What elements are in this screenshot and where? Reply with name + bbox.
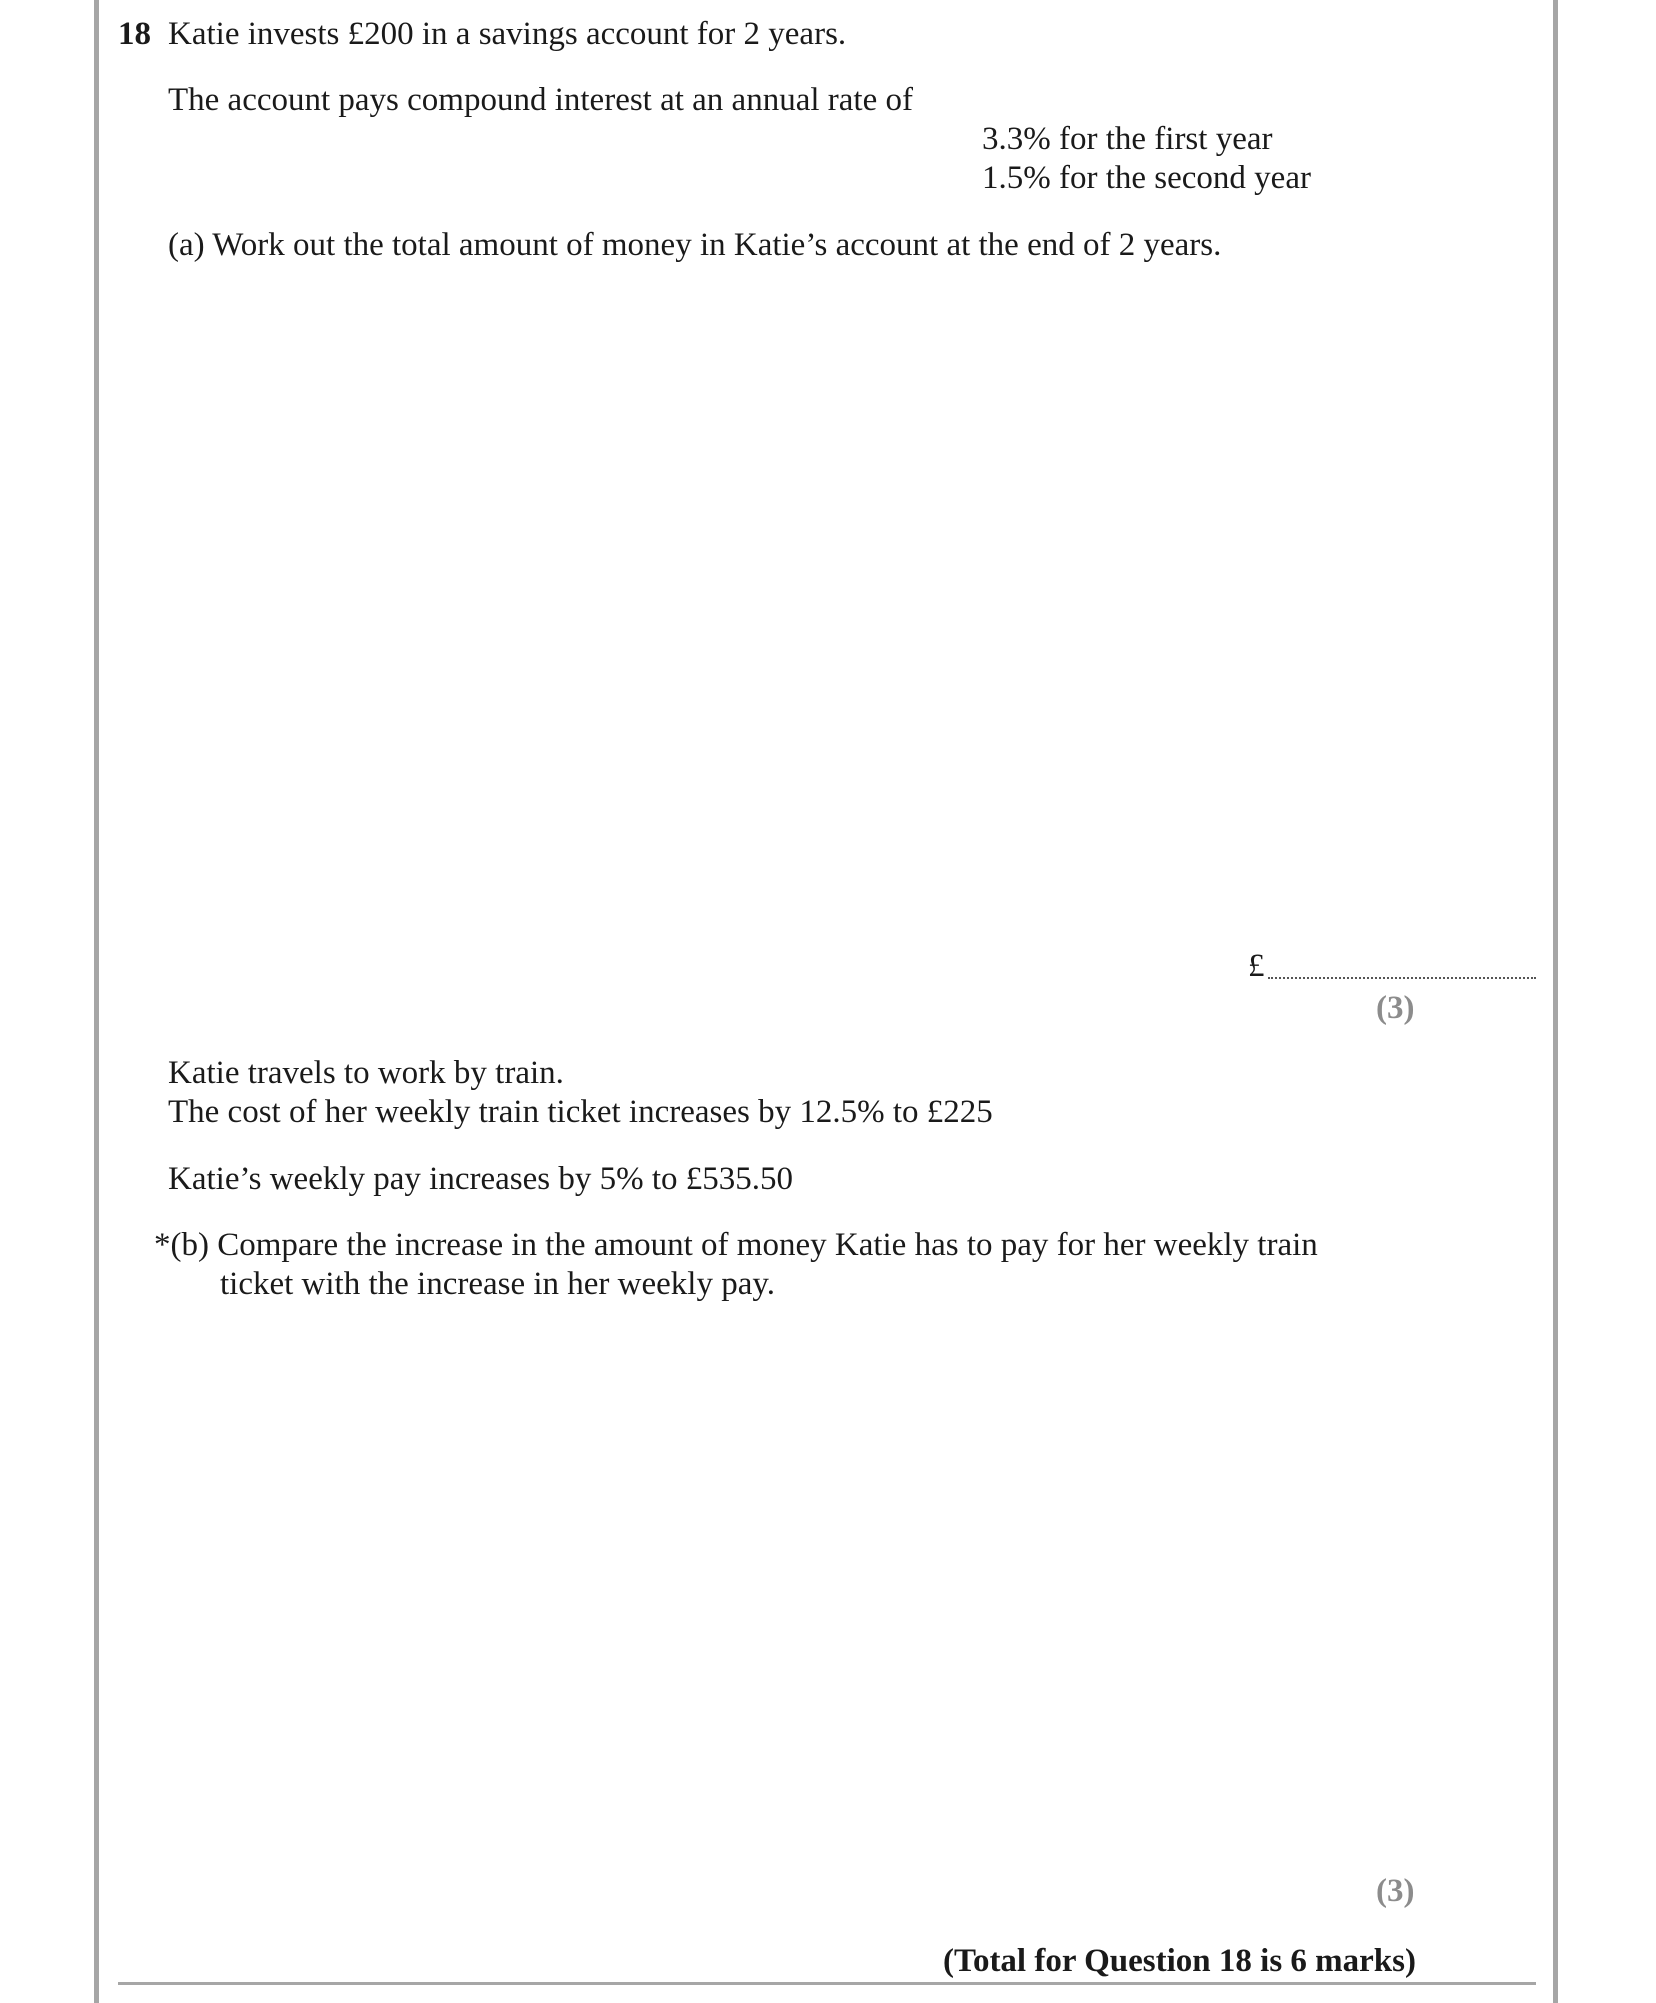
part-b-marks: (3) [1376,1873,1415,1909]
account-description: The account pays compound interest at an annual rate of [168,82,913,118]
question-intro: Katie invests £200 in a savings account for 2 years. [168,16,847,52]
rate-second-year: 1.5% for the second year [982,160,1311,196]
part-a-prompt: (a) Work out the total amount of money in Katie’s account at the end of 2 years. [168,227,1222,263]
part-a-answer-prefix: £ [1248,948,1265,984]
context-ticket-increase: The cost of her weekly train ticket increases by 12.5% to £225 [168,1094,993,1130]
part-a-answer-line[interactable] [1268,977,1536,979]
part-b-prompt-line2: ticket with the increase in her weekly pay. [220,1266,775,1302]
left-page-border [94,0,99,2003]
part-b-prompt-line1: *(b) Compare the increase in the amount of money Katie has to pay for her weekly train [154,1227,1318,1263]
rate-first-year: 3.3% for the first year [982,121,1273,157]
question-total-marks: (Total for Question 18 is 6 marks) [942,1943,1416,1979]
context-train-travel: Katie travels to work by train. [168,1055,564,1091]
bottom-divider [118,1982,1536,1985]
context-pay-increase: Katie’s weekly pay increases by 5% to £535.50 [168,1161,794,1197]
part-a-marks: (3) [1376,990,1415,1026]
question-number: 18 [118,16,151,52]
right-page-border [1553,0,1558,2003]
